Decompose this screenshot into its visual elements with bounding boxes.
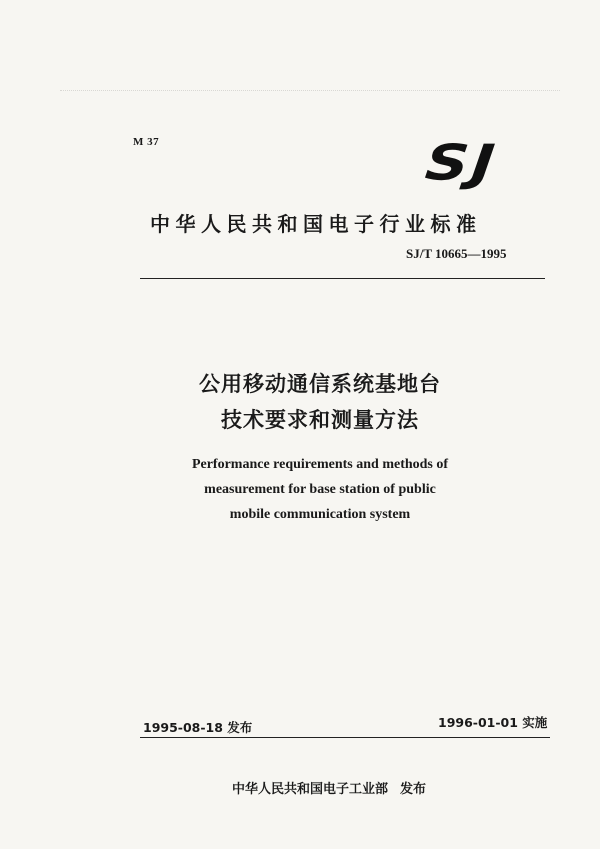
- publisher-name: 中华人民共和国电子工业部: [232, 782, 389, 797]
- scan-artifact: [60, 90, 560, 105]
- header-divider: [140, 278, 545, 279]
- classification-code: M 37: [133, 136, 160, 148]
- title-chinese: [0, 366, 600, 438]
- issue-date: 1995-08-18 发布: [143, 720, 253, 735]
- title-cn-line-1: 公用移动通信系统基地台: [199, 372, 441, 396]
- publisher: [232, 778, 426, 797]
- title-english: [0, 452, 600, 527]
- title-en-line-2: measurement for base station of public: [204, 482, 436, 497]
- implementation-date: 1996-01-01 实施: [438, 715, 548, 730]
- standard-category: 中华人民共和国电子行业标准: [150, 212, 482, 236]
- title-cn-line-2: 技术要求和测量方法: [221, 408, 419, 432]
- sj-logo: SJ: [422, 134, 501, 192]
- footer-divider: [140, 737, 550, 738]
- standard-number: SJ/T 10665—1995: [406, 246, 507, 261]
- title-en-line-1: Performance requirements and methods of: [191, 457, 449, 472]
- publish-verb: 发布: [400, 782, 427, 797]
- title-en-line-3: mobile communication system: [229, 507, 411, 522]
